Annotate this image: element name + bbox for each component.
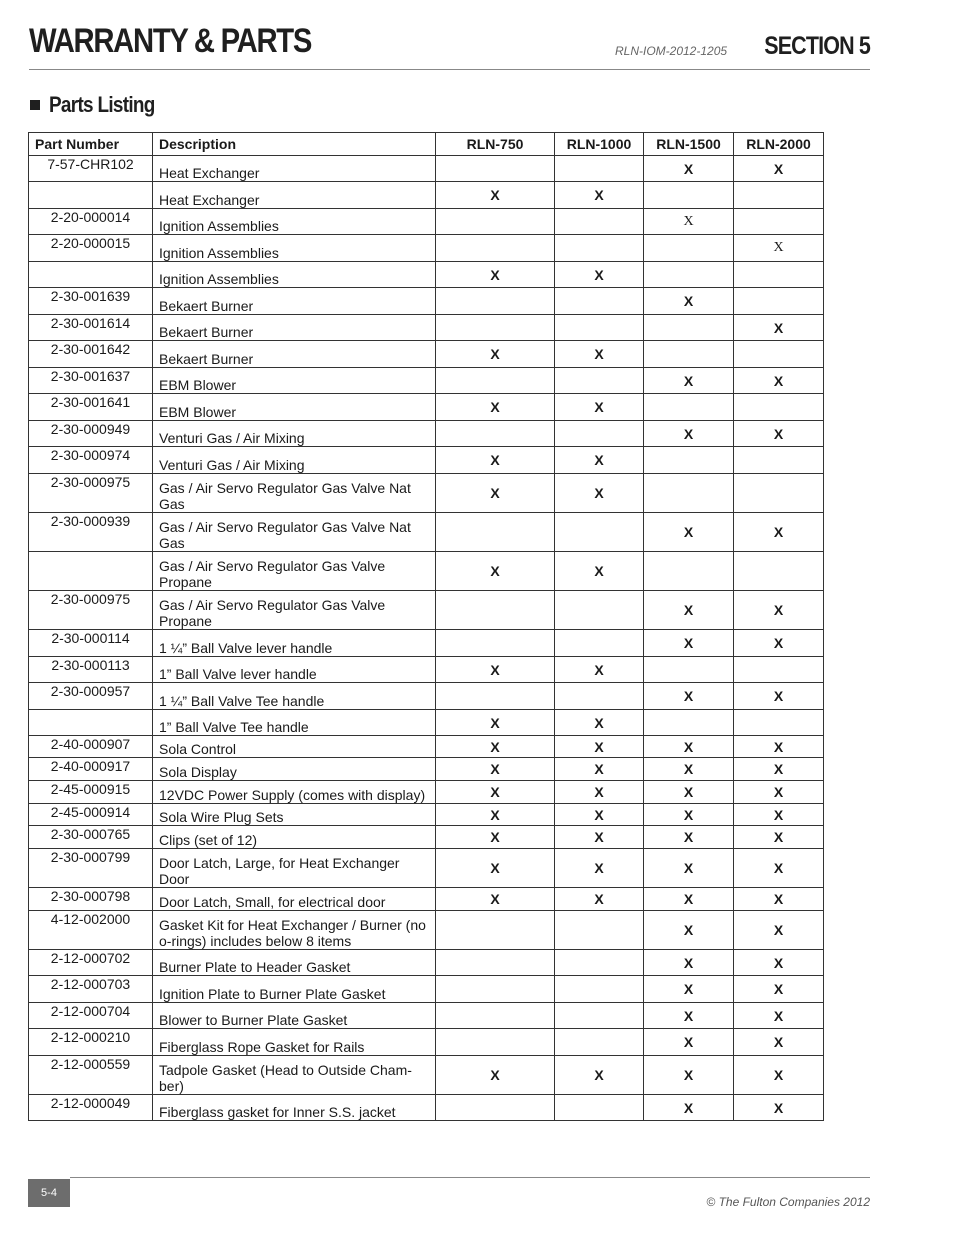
part-number-cell: 2-40-000917 [29, 758, 153, 781]
description-cell: Blower to Burner Plate Gasket [153, 1003, 436, 1029]
description-cell: Gas / Air Servo Regulator Gas Valve Nat Gas [153, 474, 436, 513]
table-row [29, 394, 824, 421]
model-mark-rln-750: X [436, 394, 555, 421]
model-mark-rln-2000 [734, 657, 824, 683]
model-mark-rln-1000 [555, 911, 644, 950]
model-mark-rln-1500 [644, 657, 734, 683]
model-mark-rln-1500: X [644, 513, 734, 552]
table-row [29, 421, 824, 447]
table-row [29, 447, 824, 474]
table-row [29, 911, 824, 950]
model-mark-rln-1000: X [555, 849, 644, 888]
model-mark-rln-2000: X [734, 630, 824, 657]
model-mark-rln-750: X [436, 758, 555, 781]
column-header-part-number: Part Number [29, 133, 153, 156]
table-row [29, 235, 824, 262]
part-number-cell: 7-57-CHR102 [29, 156, 153, 182]
model-mark-rln-2000 [734, 341, 824, 368]
model-mark-rln-750 [436, 1029, 555, 1056]
table-row [29, 262, 824, 288]
model-mark-rln-2000: X [734, 976, 824, 1003]
description-cell: Ignition Plate to Burner Plate Gasket [153, 976, 436, 1003]
model-mark-rln-2000: X [734, 888, 824, 911]
page-title: WARRANTY & PARTS [29, 22, 312, 60]
part-number-cell [29, 552, 153, 591]
model-mark-rln-2000: X [734, 758, 824, 781]
model-mark-rln-1500: X [644, 804, 734, 826]
model-mark-rln-1000: X [555, 262, 644, 288]
model-mark-rln-750 [436, 911, 555, 950]
part-number-cell: 2-30-001637 [29, 368, 153, 394]
model-mark-rln-1000: X [555, 657, 644, 683]
table-row [29, 591, 824, 630]
model-mark-rln-750 [436, 591, 555, 630]
part-number-cell: 2-30-000957 [29, 683, 153, 710]
model-mark-rln-2000: X [734, 591, 824, 630]
document-id: RLN-IOM-2012-1205 [615, 44, 728, 58]
description-cell: Sola Display [153, 758, 436, 781]
model-mark-rln-1500: X [644, 683, 734, 710]
model-mark-rln-1000: X [555, 474, 644, 513]
model-mark-rln-2000: X [734, 421, 824, 447]
description-cell: Tadpole Gasket (Head to Outside Cham-ber) [153, 1056, 436, 1095]
table-row [29, 513, 824, 552]
description-cell: 1 ¼” Ball Valve Tee handle [153, 683, 436, 710]
model-mark-rln-1500: X [644, 209, 734, 235]
model-mark-rln-1500: X [644, 781, 734, 804]
part-number-cell: 2-30-000975 [29, 474, 153, 513]
description-cell: EBM Blower [153, 368, 436, 394]
section-heading-text: Parts Listing [49, 92, 155, 117]
part-number-cell: 2-12-000210 [29, 1029, 153, 1056]
model-mark-rln-750: X [436, 1056, 555, 1095]
description-cell: Fiberglass gasket for Inner S.S. jacket [153, 1095, 436, 1121]
table-row [29, 156, 824, 182]
model-mark-rln-1000 [555, 1029, 644, 1056]
model-mark-rln-1500: X [644, 826, 734, 849]
model-mark-rln-2000 [734, 209, 824, 235]
description-cell: Heat Exchanger [153, 156, 436, 182]
model-mark-rln-1500: X [644, 758, 734, 781]
model-mark-rln-1500 [644, 315, 734, 341]
model-mark-rln-750: X [436, 262, 555, 288]
table-row [29, 710, 824, 736]
part-number-cell: 2-30-001639 [29, 288, 153, 315]
description-cell: Venturi Gas / Air Mixing [153, 421, 436, 447]
column-header-description: Description [153, 133, 436, 156]
column-header-rln-1000: RLN-1000 [555, 133, 644, 156]
model-mark-rln-2000: X [734, 950, 824, 976]
model-mark-rln-1000: X [555, 736, 644, 758]
model-mark-rln-1000 [555, 976, 644, 1003]
part-number-cell: 2-30-001614 [29, 315, 153, 341]
model-mark-rln-2000: X [734, 911, 824, 950]
part-number-cell [29, 710, 153, 736]
table-row [29, 781, 824, 804]
table-row [29, 341, 824, 368]
model-mark-rln-2000: X [734, 513, 824, 552]
model-mark-rln-2000: X [734, 1029, 824, 1056]
model-mark-rln-1000: X [555, 447, 644, 474]
model-mark-rln-750: X [436, 447, 555, 474]
description-cell: Fiberglass Rope Gasket for Rails [153, 1029, 436, 1056]
model-mark-rln-2000: X [734, 683, 824, 710]
model-mark-rln-750 [436, 630, 555, 657]
model-mark-rln-1500: X [644, 911, 734, 950]
model-mark-rln-1500: X [644, 591, 734, 630]
description-cell: Gasket Kit for Heat Exchanger / Burner (no o-rings) includes below 8 items [153, 911, 436, 950]
model-mark-rln-1000: X [555, 394, 644, 421]
model-mark-rln-1000: X [555, 182, 644, 209]
table-row [29, 209, 824, 235]
model-mark-rln-1500: X [644, 1003, 734, 1029]
description-cell: Sola Wire Plug Sets [153, 804, 436, 826]
model-mark-rln-1000 [555, 209, 644, 235]
table-row [29, 736, 824, 758]
part-number-cell: 2-45-000914 [29, 804, 153, 826]
model-mark-rln-2000 [734, 474, 824, 513]
header-rule [29, 69, 870, 70]
model-mark-rln-1000: X [555, 826, 644, 849]
model-mark-rln-2000 [734, 394, 824, 421]
model-mark-rln-1500: X [644, 849, 734, 888]
model-mark-rln-1500: X [644, 1029, 734, 1056]
part-number-cell: 2-30-000798 [29, 888, 153, 911]
model-mark-rln-2000: X [734, 156, 824, 182]
model-mark-rln-2000 [734, 710, 824, 736]
model-mark-rln-1000 [555, 368, 644, 394]
model-mark-rln-1500: X [644, 1095, 734, 1121]
model-mark-rln-2000 [734, 182, 824, 209]
model-mark-rln-1500 [644, 552, 734, 591]
copyright: © The Fulton Companies 2012 [706, 1195, 870, 1209]
model-mark-rln-1500: X [644, 976, 734, 1003]
model-mark-rln-1000 [555, 288, 644, 315]
model-mark-rln-1000: X [555, 1056, 644, 1095]
model-mark-rln-750 [436, 209, 555, 235]
model-mark-rln-750 [436, 513, 555, 552]
model-mark-rln-1000 [555, 1095, 644, 1121]
column-header-rln-750: RLN-750 [436, 133, 555, 156]
table-row [29, 950, 824, 976]
model-mark-rln-1500 [644, 394, 734, 421]
section-label: SECTION 5 [764, 32, 870, 60]
description-cell: Ignition Assemblies [153, 262, 436, 288]
model-mark-rln-750: X [436, 182, 555, 209]
model-mark-rln-2000: X [734, 1056, 824, 1095]
table-header-row [29, 133, 824, 156]
description-cell: Clips (set of 12) [153, 826, 436, 849]
table-row [29, 683, 824, 710]
model-mark-rln-750 [436, 288, 555, 315]
table-row [29, 657, 824, 683]
footer-rule [70, 1177, 870, 1178]
model-mark-rln-1500: X [644, 288, 734, 315]
model-mark-rln-2000: X [734, 736, 824, 758]
model-mark-rln-1000: X [555, 781, 644, 804]
description-cell: EBM Blower [153, 394, 436, 421]
table-row [29, 1095, 824, 1121]
part-number-cell: 2-30-001642 [29, 341, 153, 368]
model-mark-rln-1500: X [644, 156, 734, 182]
model-mark-rln-1000 [555, 591, 644, 630]
model-mark-rln-1500 [644, 710, 734, 736]
model-mark-rln-1500 [644, 341, 734, 368]
model-mark-rln-2000: X [734, 1095, 824, 1121]
model-mark-rln-2000 [734, 552, 824, 591]
model-mark-rln-1000: X [555, 341, 644, 368]
parts-table [28, 132, 824, 1121]
model-mark-rln-1500: X [644, 950, 734, 976]
part-number-cell: 2-12-000702 [29, 950, 153, 976]
description-cell: Ignition Assemblies [153, 235, 436, 262]
description-cell: Venturi Gas / Air Mixing [153, 447, 436, 474]
model-mark-rln-750: X [436, 710, 555, 736]
model-mark-rln-1000 [555, 630, 644, 657]
model-mark-rln-2000 [734, 262, 824, 288]
part-number-cell: 2-30-000799 [29, 849, 153, 888]
table-row [29, 474, 824, 513]
model-mark-rln-2000: X [734, 1003, 824, 1029]
section-heading [30, 92, 172, 118]
description-cell: 12VDC Power Supply (comes with display) [153, 781, 436, 804]
model-mark-rln-750: X [436, 826, 555, 849]
description-cell: Bekaert Burner [153, 315, 436, 341]
model-mark-rln-750 [436, 156, 555, 182]
model-mark-rln-1000 [555, 421, 644, 447]
model-mark-rln-1000: X [555, 552, 644, 591]
description-cell: Heat Exchanger [153, 182, 436, 209]
table-row [29, 888, 824, 911]
part-number-cell: 2-12-000703 [29, 976, 153, 1003]
description-cell: Door Latch, Small, for electrical door [153, 888, 436, 911]
part-number-cell: 2-30-000114 [29, 630, 153, 657]
description-cell: Door Latch, Large, for Heat Exchanger Door [153, 849, 436, 888]
model-mark-rln-2000: X [734, 804, 824, 826]
table-row [29, 1003, 824, 1029]
part-number-cell: 2-30-000939 [29, 513, 153, 552]
model-mark-rln-1000 [555, 683, 644, 710]
model-mark-rln-750: X [436, 657, 555, 683]
model-mark-rln-1500: X [644, 368, 734, 394]
model-mark-rln-1000: X [555, 888, 644, 911]
part-number-cell: 2-45-000915 [29, 781, 153, 804]
model-mark-rln-2000 [734, 288, 824, 315]
part-number-cell: 2-30-000113 [29, 657, 153, 683]
model-mark-rln-1000 [555, 950, 644, 976]
model-mark-rln-750 [436, 1003, 555, 1029]
description-cell: 1 ¼” Ball Valve lever handle [153, 630, 436, 657]
model-mark-rln-1500: X [644, 1056, 734, 1095]
model-mark-rln-2000: X [734, 368, 824, 394]
part-number-cell: 2-20-000014 [29, 209, 153, 235]
description-cell: Bekaert Burner [153, 288, 436, 315]
model-mark-rln-750: X [436, 474, 555, 513]
description-cell: Gas / Air Servo Regulator Gas Valve Propane [153, 591, 436, 630]
table-row [29, 1056, 824, 1095]
table-row [29, 552, 824, 591]
table-row [29, 1029, 824, 1056]
model-mark-rln-750: X [436, 781, 555, 804]
table-row [29, 826, 824, 849]
column-header-rln-1500: RLN-1500 [644, 133, 734, 156]
model-mark-rln-750 [436, 315, 555, 341]
model-mark-rln-1500: X [644, 888, 734, 911]
part-number-cell: 2-12-000704 [29, 1003, 153, 1029]
part-number-cell: 2-12-000049 [29, 1095, 153, 1121]
table-row [29, 849, 824, 888]
model-mark-rln-2000: X [734, 235, 824, 262]
model-mark-rln-750: X [436, 888, 555, 911]
model-mark-rln-1000 [555, 513, 644, 552]
model-mark-rln-1000 [555, 1003, 644, 1029]
description-cell: Bekaert Burner [153, 341, 436, 368]
description-cell: Sola Control [153, 736, 436, 758]
model-mark-rln-2000: X [734, 781, 824, 804]
part-number-cell: 2-20-000015 [29, 235, 153, 262]
model-mark-rln-750 [436, 235, 555, 262]
table-row [29, 182, 824, 209]
part-number-cell [29, 182, 153, 209]
table-row [29, 630, 824, 657]
part-number-cell: 2-30-000975 [29, 591, 153, 630]
part-number-cell: 2-30-000765 [29, 826, 153, 849]
model-mark-rln-750: X [436, 849, 555, 888]
model-mark-rln-1000: X [555, 804, 644, 826]
model-mark-rln-1500 [644, 447, 734, 474]
square-bullet-icon [30, 100, 40, 110]
model-mark-rln-1500 [644, 262, 734, 288]
model-mark-rln-2000: X [734, 849, 824, 888]
model-mark-rln-2000 [734, 447, 824, 474]
model-mark-rln-750 [436, 976, 555, 1003]
table-row [29, 804, 824, 826]
model-mark-rln-1500 [644, 235, 734, 262]
part-number-cell [29, 262, 153, 288]
model-mark-rln-750 [436, 368, 555, 394]
model-mark-rln-1000: X [555, 758, 644, 781]
page-number: 5-4 [28, 1179, 70, 1207]
part-number-cell: 2-12-000559 [29, 1056, 153, 1095]
part-number-cell: 2-30-000949 [29, 421, 153, 447]
model-mark-rln-750 [436, 683, 555, 710]
model-mark-rln-750: X [436, 552, 555, 591]
table-row [29, 368, 824, 394]
model-mark-rln-1500 [644, 474, 734, 513]
description-cell: Gas / Air Servo Regulator Gas Valve Nat Gas [153, 513, 436, 552]
part-number-cell: 2-40-000907 [29, 736, 153, 758]
description-cell: Ignition Assemblies [153, 209, 436, 235]
model-mark-rln-750 [436, 1095, 555, 1121]
model-mark-rln-750: X [436, 804, 555, 826]
model-mark-rln-1500 [644, 182, 734, 209]
model-mark-rln-1000 [555, 235, 644, 262]
model-mark-rln-1500: X [644, 421, 734, 447]
model-mark-rln-1500: X [644, 630, 734, 657]
model-mark-rln-1000: X [555, 710, 644, 736]
part-number-cell: 2-30-001641 [29, 394, 153, 421]
model-mark-rln-1000 [555, 315, 644, 341]
part-number-cell: 2-30-000974 [29, 447, 153, 474]
model-mark-rln-750 [436, 421, 555, 447]
table-row [29, 976, 824, 1003]
model-mark-rln-2000: X [734, 826, 824, 849]
description-cell: 1” Ball Valve Tee handle [153, 710, 436, 736]
model-mark-rln-750: X [436, 341, 555, 368]
model-mark-rln-750: X [436, 736, 555, 758]
model-mark-rln-1500: X [644, 736, 734, 758]
description-cell: 1” Ball Valve lever handle [153, 657, 436, 683]
model-mark-rln-750 [436, 950, 555, 976]
column-header-rln-2000: RLN-2000 [734, 133, 824, 156]
description-cell: Burner Plate to Header Gasket [153, 950, 436, 976]
part-number-cell: 4-12-002000 [29, 911, 153, 950]
table-row [29, 288, 824, 315]
table-row [29, 315, 824, 341]
model-mark-rln-2000: X [734, 315, 824, 341]
description-cell: Gas / Air Servo Regulator Gas Valve Propane [153, 552, 436, 591]
table-row [29, 758, 824, 781]
model-mark-rln-1000 [555, 156, 644, 182]
